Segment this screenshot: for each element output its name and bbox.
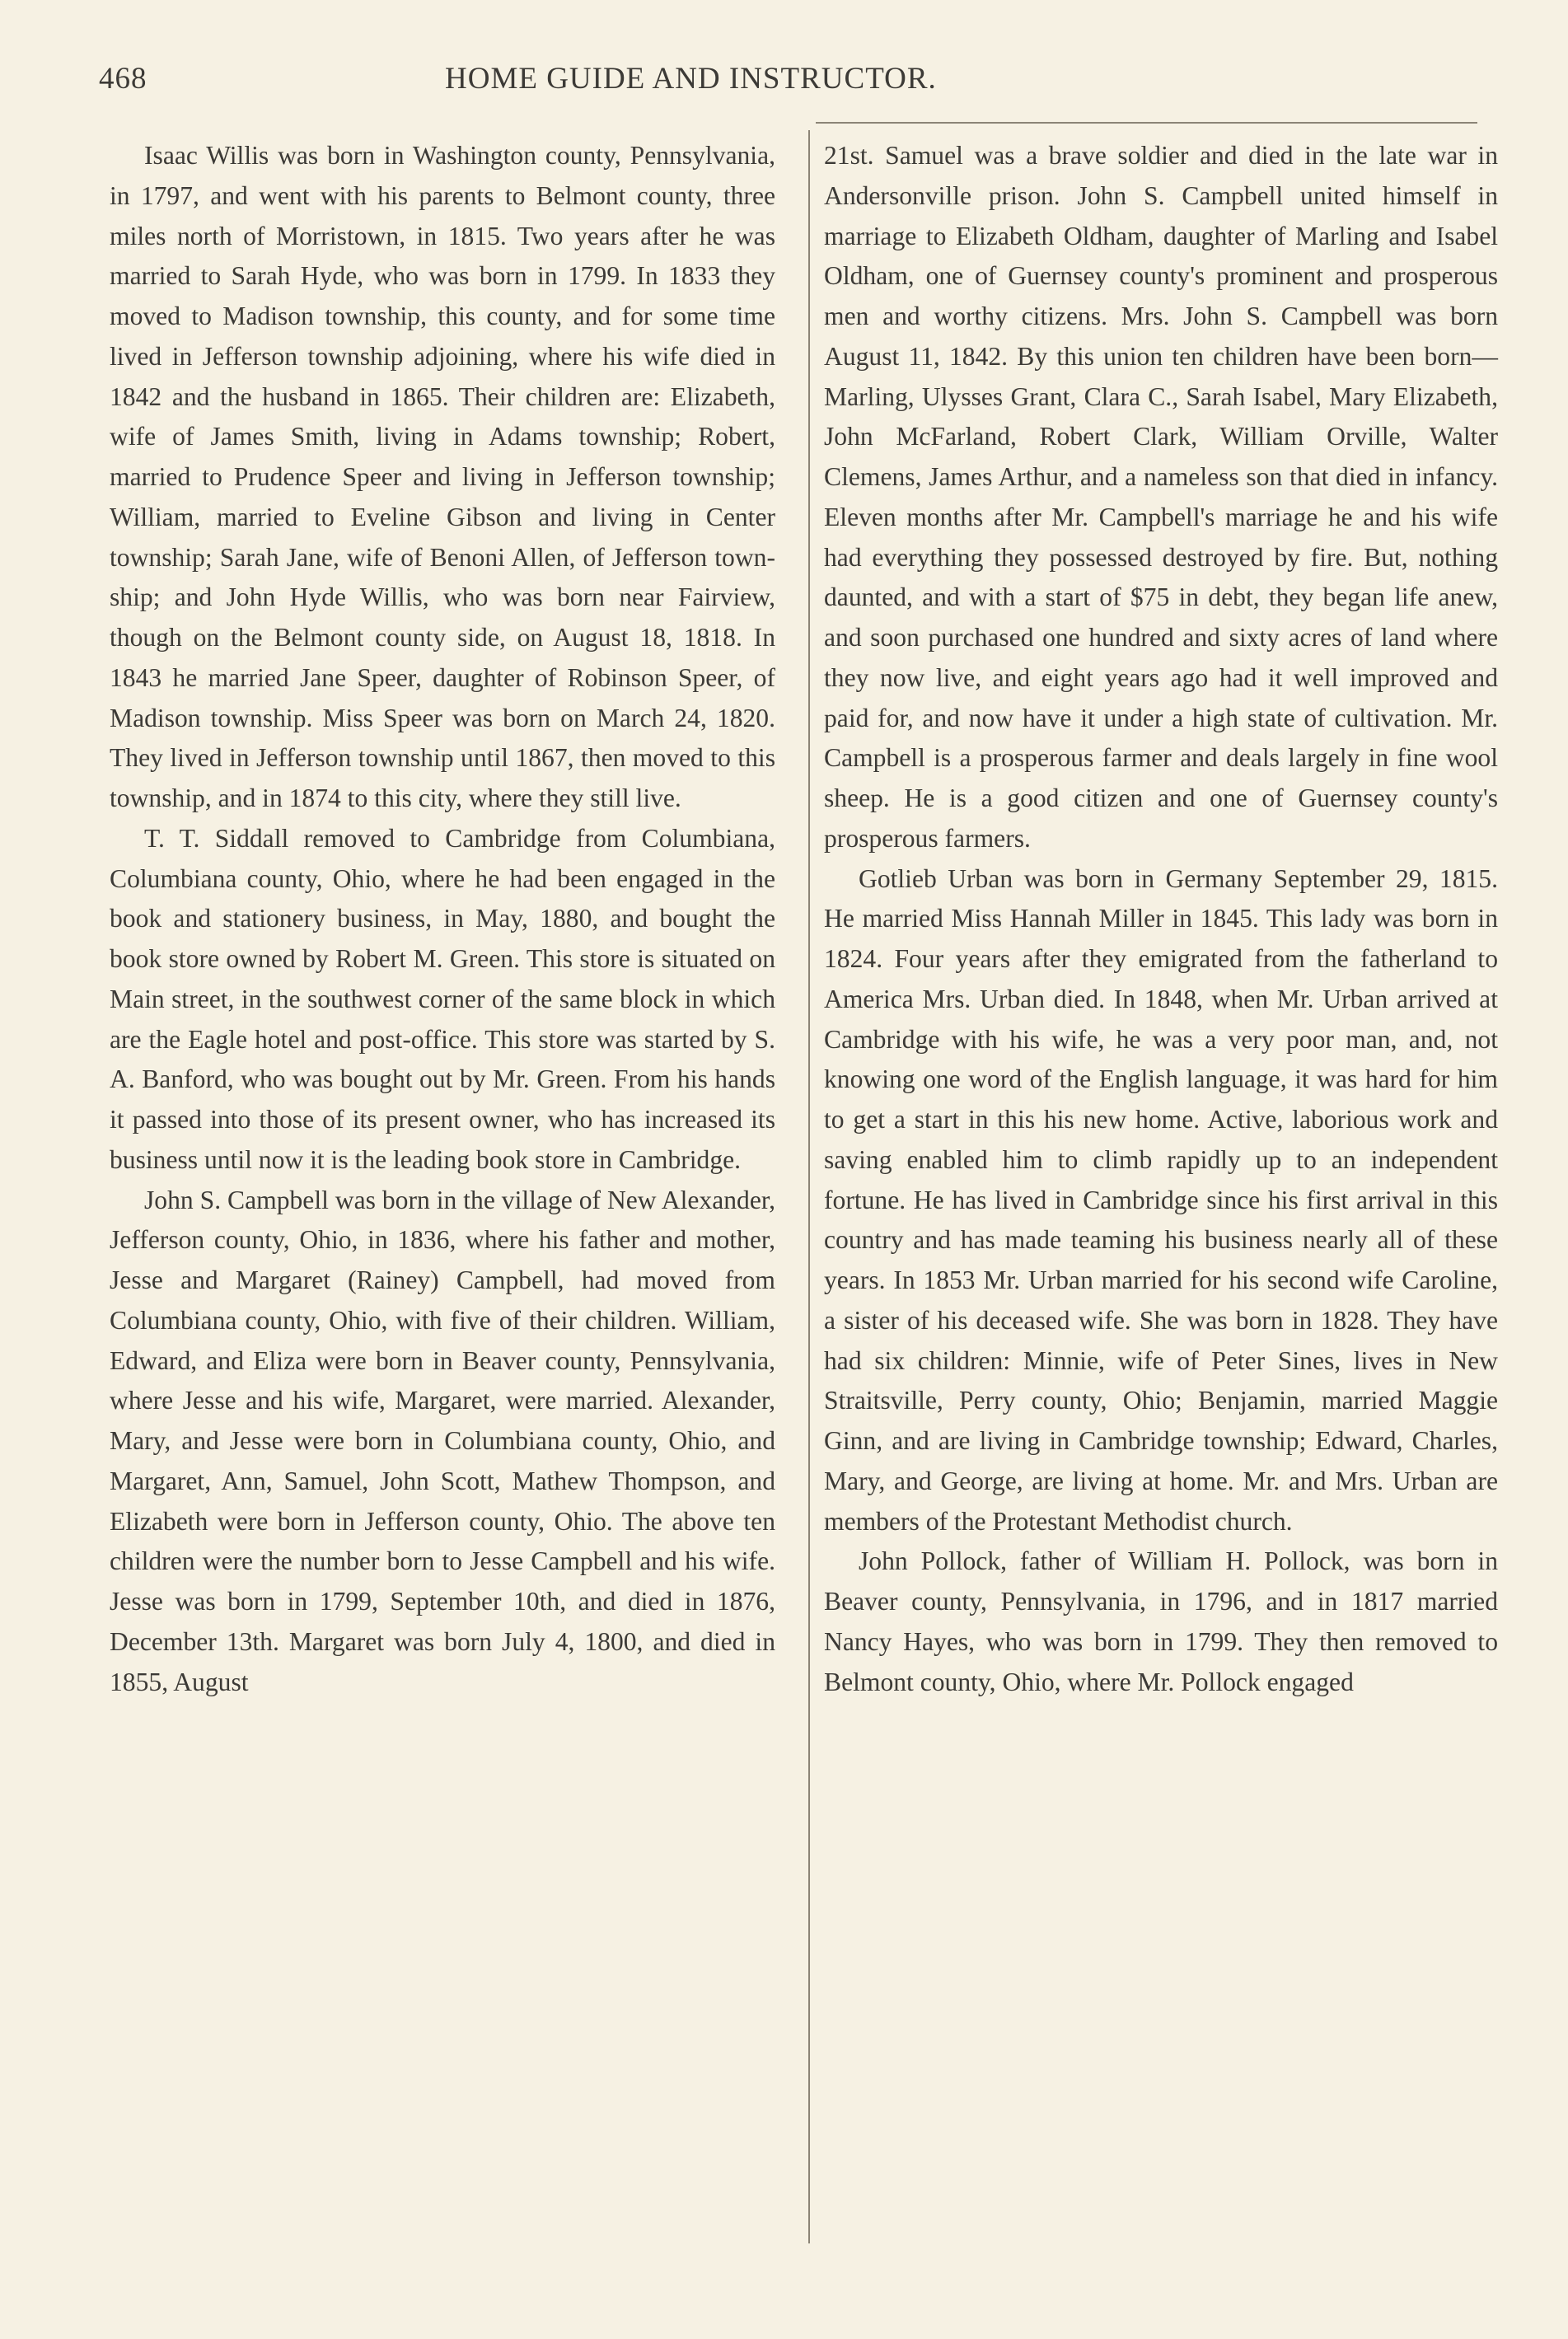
paragraph-siddall: T. T. Siddall removed to Cambridge from Columbiana, Columbiana county, Ohio, where he had been engaged in the book and stationery business, in May, 1880, and bought the book store owned by Robert M. Green. This store is situated on Main street, in the southwest corner of the same block in which are the Eagle hotel and post-office. This store was started by S. A. Banford, who was bought out by Mr. Green. From his hands it passed into those of its present owner, who has increased its business until now it is the leading book store in Cambridge. (110, 823, 775, 1174)
header-rule (816, 122, 1477, 124)
paragraph-campbell-continued: 21st. Samuel was a brave soldier and died in the late war in Andersonville prison. John S. Campbell united himself in marriage to Elizabeth Oldham, daughter of Marling and Isabel Oldham, one of Guernsey county's prominent and prosperous men and worthy citizens. Mrs. John S. Campbell was born August 11, 1842. By this union ten children have been born—Marling, Ulysses Grant, Clara C., Sarah Isabel, Mary Elizabeth, John McFarland, Robert Clark, William Orville, Walter Clemens, James Arthur, and a nameless son that died in infancy. Eleven months after Mr. Campbell's marriage he and his wife had everything they possessed destroyed by fire. But, nothing daunted, and with a start of $75 in debt, they began life anew, and soon purchased one hundred and sixty acres of land where they now live, and eight years ago had it well improved and paid for, and now have it under a high state of cultivation. Mr. Campbell is a prosperous farmer and deals largely in fine wool sheep. He is a good citizen and one of Guernsey county's prosperous farmers. (824, 141, 1498, 853)
paragraph-isaac-willis: Isaac Willis was born in Washington county, Pennsylvania, in 1797, and went with his parents to Belmont county, three miles north of Morristown, in 1815. Two years after he was married to Sarah Hyde, who was born in 1799. In 1833 they moved to Madison township, this county, and for some time lived in Jefferson township adjoining, where his wife died in 1842 and the husband in 1865. Their children are: Elizabeth, wife of James Smith, living in Adams township; Robert, married to Prudence Speer and living in Jefferson township; William, married to Eveline Gibson and living in Center township; Sarah Jane, wife of Benoni Allen, of Jefferson township; and John Hyde Willis, who was born near Fairview, though on the Belmont county side, on August 18, 1818. In 1843 he married Jane Speer, daughter of Robinson Speer, of Madison township. Miss Speer was born on March 24, 1820. They lived in Jefferson township until 1867, then moved to this township, and in 1874 to this city, where they still live. (110, 141, 775, 812)
paragraph-john-pollock: John Pollock, father of William H. Pollock, was born in Beaver county, Pennsylvania, in 1796, and in 1817 married Nancy Hayes, who was born in 1799. They then removed to Belmont county, Ohio, where Mr. Pollock engaged (824, 1546, 1498, 1696)
column-divider (808, 130, 810, 2243)
paragraph-john-s-campbell: John S. Campbell was born in the village of New Alexander, Jefferson county, Ohio, in 1836, where his father and mother, Jesse and Margaret (Rainey) Campbell, had moved from Columbiana county, Ohio, with five of their children. William, Edward, and Eliza were born in Beaver county, Pennsylvania, where Jesse and his wife, Margaret, were married. Alexander, Mary, and Jesse were born in Columbiana county, Ohio, and Margaret, Ann, Samuel, John Scott, Mathew Thompson, and Elizabeth were born in Jefferson county, Ohio. The above ten children were the number born to Jesse Campbell and his wife. Jesse was born in 1799, September 10th, and died in 1876, December 13th. Margaret was born July 4, 1800, and died in 1855, August (110, 1185, 775, 1696)
page-number: 468 (99, 62, 147, 96)
left-column (110, 136, 775, 1702)
running-head: HOME GUIDE AND INSTRUCTOR. (445, 62, 937, 96)
right-column (824, 136, 1498, 1702)
paragraph-gotlieb-urban: Gotlieb Urban was born in Germany September 29, 1815. He married Miss Hannah Miller in 1845. This lady was born in 1824. Four years after they emigrated from the fatherland to America Mrs. Urban died. In 1848, when Mr. Urban arrived at Cambridge with his wife, he was a very poor man, and, not knowing one word of the English language, it was hard for him to get a start in this his new home. Active, laborious work and saving enabled him to climb rapidly up to an independent fortune. He has lived in Cambridge since his first arrival in this country and has made teaming his business nearly all of these years. In 1853 Mr. Urban married for his second wife Caroline, a sister of his deceased wife. She was born in 1828. They have had six children: Minnie, wife of Peter Sines, lives in New Straitsville, Perry county, Ohio; Benjamin, married Maggie Ginn, and are living in Cambridge township; Edward, Charles, Mary, and George, are living at home. Mr. and Mrs. Urban are members of the Protestant Methodist church. (824, 863, 1498, 1536)
